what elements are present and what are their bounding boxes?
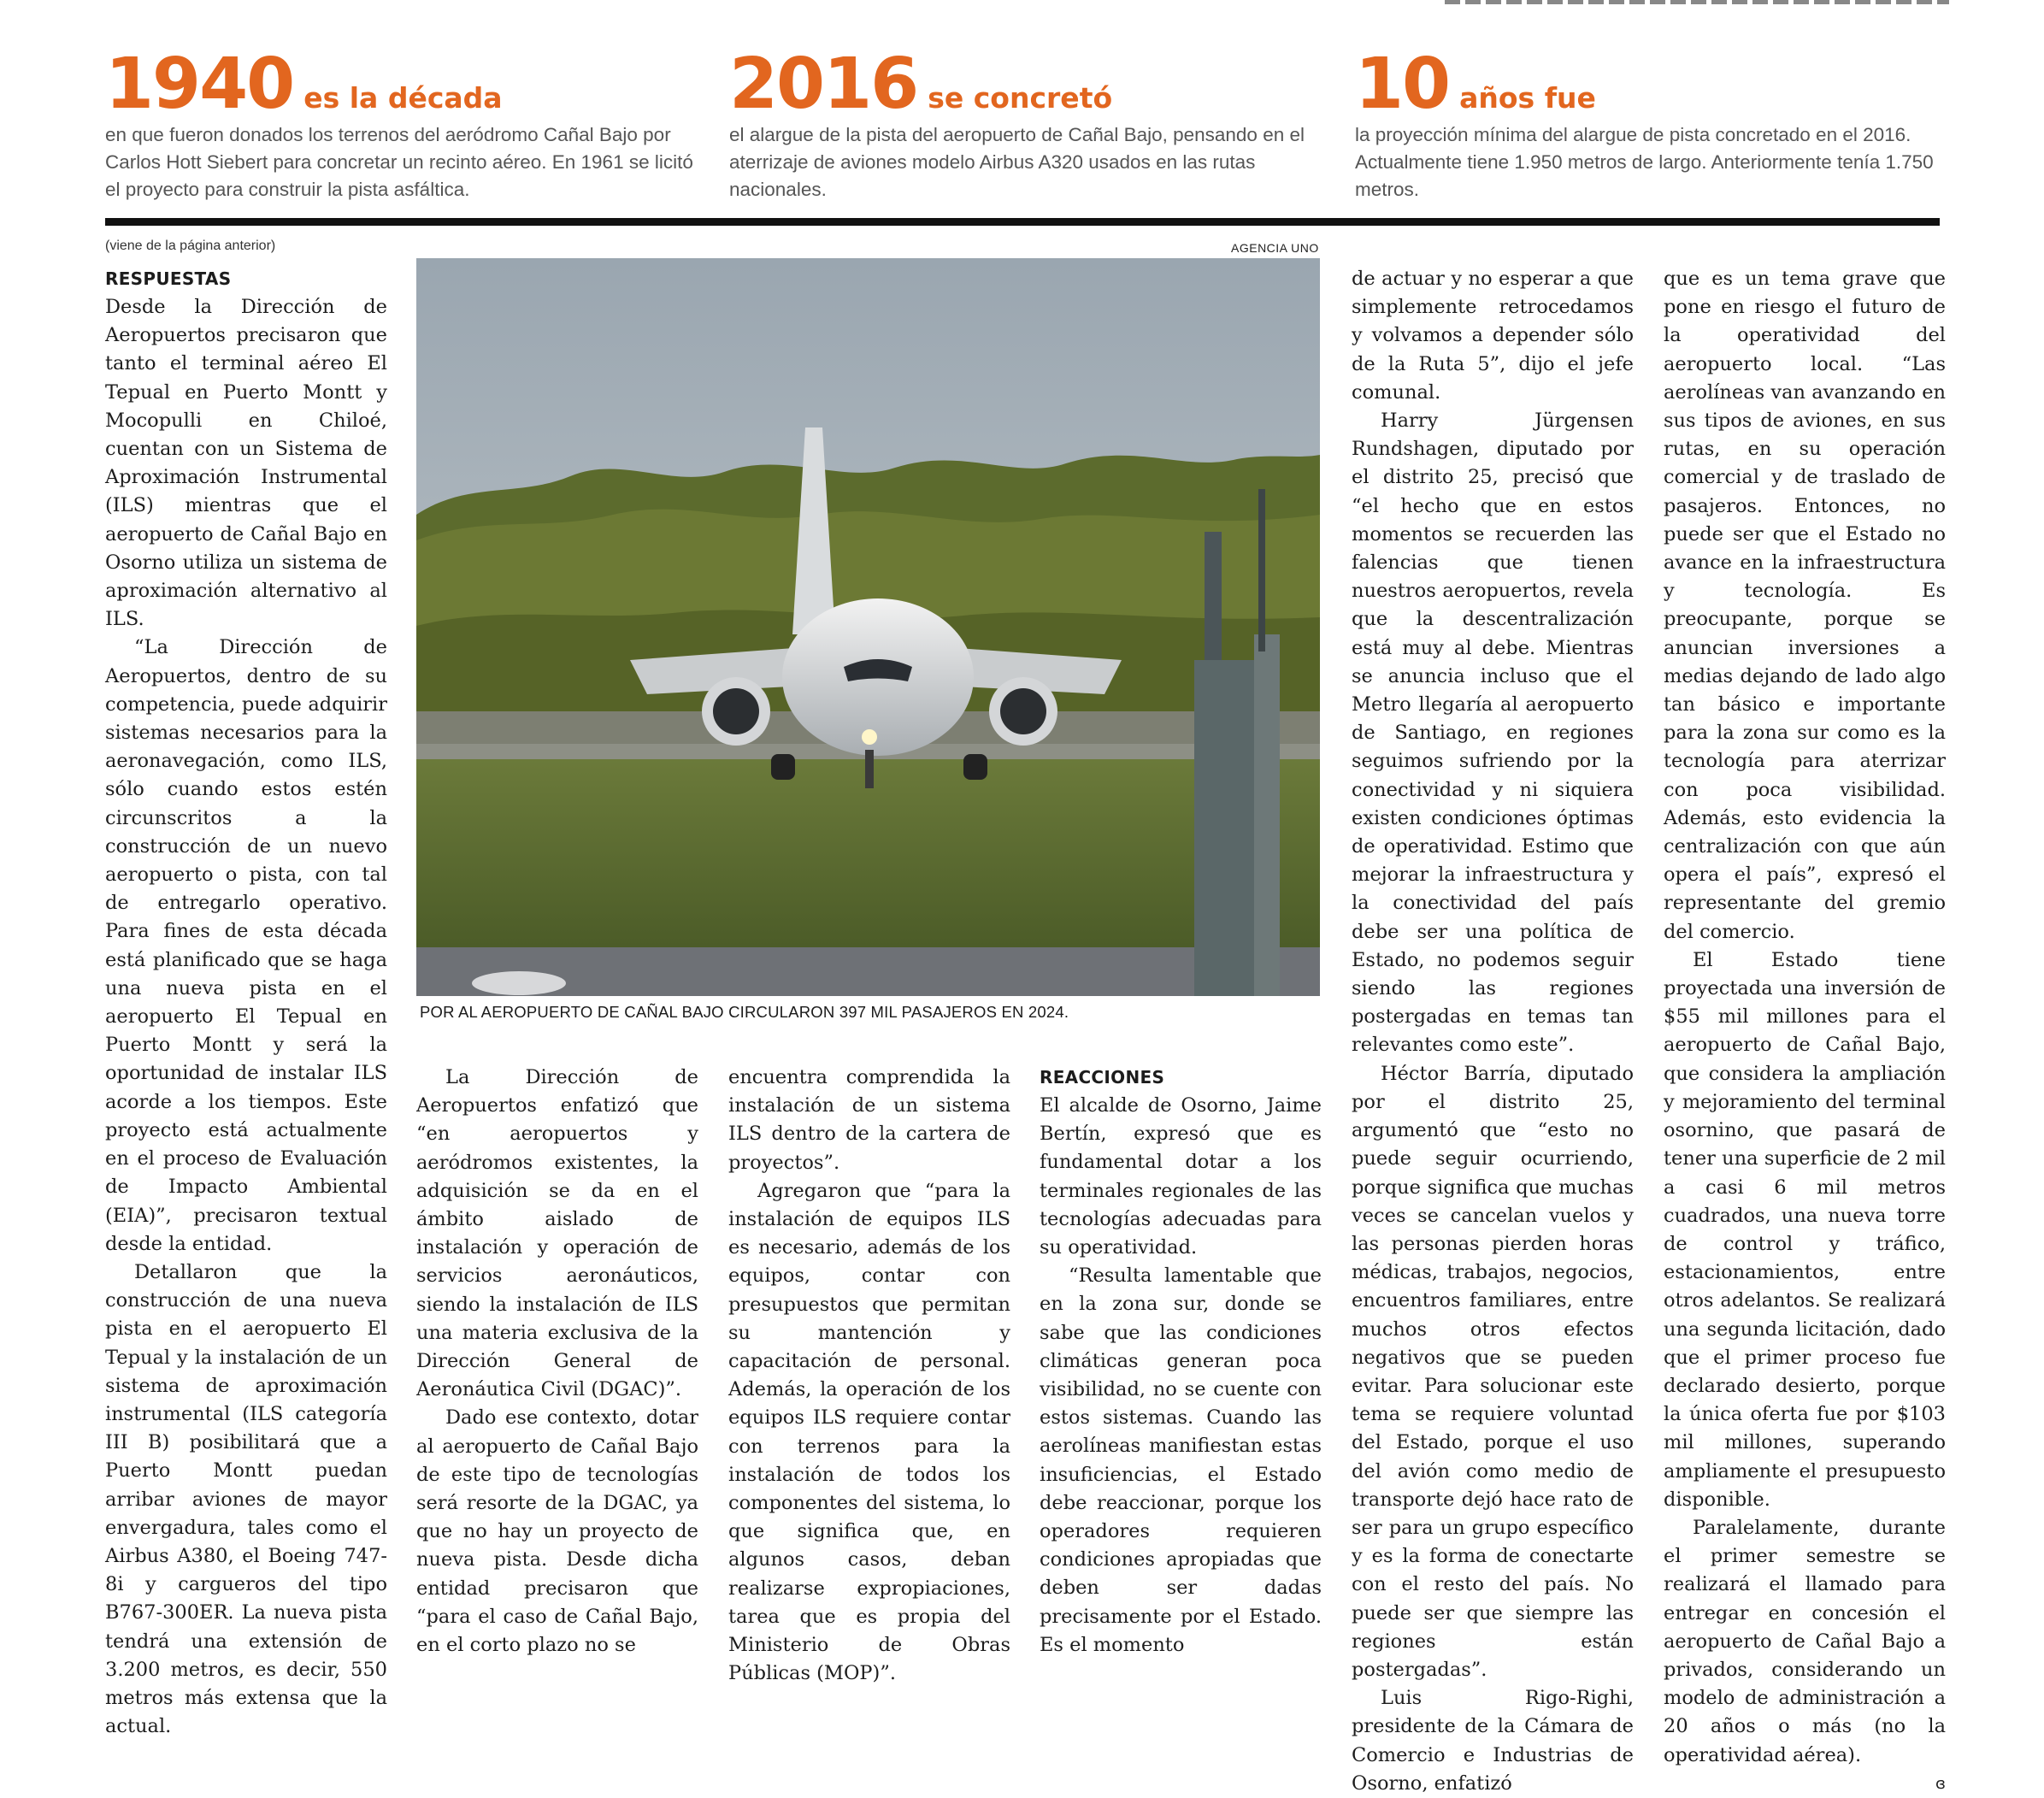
fact-number: 10 <box>1355 44 1450 125</box>
section-heading: REACCIONES <box>1040 1067 1165 1088</box>
fact-lead: se concretó <box>928 81 1113 115</box>
photo-caption: POR AL AEROPUERTO DE CAÑAL BAJO CIRCULARON 397 MIL PASAJEROS EN 2024. <box>420 1003 1069 1021</box>
continued-note: (viene de la página anterior) <box>105 239 276 253</box>
fact-description: en que fueron donados los terrenos del aeródromo Cañal Bajo por Carlos Hott Siebert para concretar un recinto aéreo. En 1961 se licitó el proyecto para construir la pista asfáltica. <box>105 124 693 200</box>
paragraph: encuentra comprendida la instalación de un sistema ILS dentro de la cartera de proyectos”. <box>728 1066 1010 1174</box>
fact-lead: años fue <box>1459 81 1596 115</box>
fact-number: 2016 <box>729 44 918 125</box>
end-mark-icon: ɞ <box>1935 1774 1946 1793</box>
paragraph: Desde la Dirección de Aeropuertos precisaron que tanto el terminal aéreo El Tepual en Puerto Montt y Mocopulli en Chiloé, cuentan con un Sistema de Aproximación Instrumental (ILS) mientras que el aeropuerto de Cañal Bajo en Osorno utiliza un sistema de aproximación alternativo al ILS. <box>105 296 387 631</box>
paragraph: Harry Jürgensen Rundshagen, diputado por el distrito 25, precisó que “el hecho que en estos momentos se recuerden las falencias que tienen nuestros aeropuertos, revela que la descentralización está muy al debe. Mientras se anuncia incluso que el Metro llegaría al aeropuerto de Santiago, en regiones seguimos sufriendo por la conectividad y ni siquiera existen condiciones óptimas de operatividad. Estimo que mejorar la infraestructura y la conectividad del país debe ser una política de Estado, no podemos seguir siendo las regiones postergadas en temas tan relevantes como este”. <box>1352 410 1634 1057</box>
paragraph: “La Dirección de Aeropuertos, dentro de su competencia, puede adquirir sistemas necesarios para la aeronavegación, como ILS, sólo cuando estos estén circunscritos a la construcción de un nuevo aeropuerto o pista, con tal de entregarlo operativo. Para fines de esta década está planificado que se haga una nueva pista en el aeropuerto El Tepual en Puerto Montt y será la oportunidad de instalar ILS acorde a los tiempos. Este proyecto está actualmente en el proceso de Evaluación de Impacto Ambiental (EIA)”, precisaron textual desde la entidad. <box>105 636 387 1255</box>
section-heading: RESPUESTAS <box>105 268 232 289</box>
paragraph: Agregaron que “para la instalación de equipos ILS es necesario, además de los equipos, contar con presupuestos que permitan su mantención y capacitación de personal. Además, la operación de los equipos ILS requiere contar con terrenos para la instalación de todos los componentes del sistema, lo que significa que, en algunos casos, deban realizarse expropiaciones, tarea que es propia del Ministerio de Obras Públicas (MOP)”. <box>728 1179 1010 1685</box>
fact-description: el alargue de la pista del aeropuerto de Cañal Bajo, pensando en el aterrizaje de aviones modelo Airbus A320 usados en las rutas nacionales. <box>729 124 1305 200</box>
paragraph: Héctor Barría, diputado por el distrito 25, argumentó que “esto no puede seguir ocurriendo, porque significa que muchas veces se cancelan vuelos y las personas pierden horas médicas, trabajos, negocios, encuentros familiares, entre muchos otros efectos negativos que se pueden evitar. Para solucionar este tema se requiere voluntad del Estado, porque el uso del avión como medio de transporte dejó hace rato de ser para un grupo específico y es la forma de conectarte con el resto del país. No puede ser que siempre las regiones están postergadas”. <box>1352 1062 1634 1681</box>
paragraph: El alcalde de Osorno, Jaime Bertín, expresó que es fundamental dotar a los terminales regionales de las tecnologías adecuadas para su operatividad. <box>1040 1094 1322 1259</box>
top-edge <box>0 0 2044 7</box>
column-6 <box>1664 265 1946 1798</box>
airplane-illustration <box>416 258 1320 996</box>
airplane-photo <box>416 258 1320 996</box>
fact-number: 1940 <box>105 44 294 125</box>
column-5 <box>1352 265 1634 1798</box>
paragraph: Dado ese contexto, dotar al aeropuerto de Cañal Bajo de este tipo de tecnologías será resorte de la DGAC, ya que no hay un proyecto de nueva pista. Desde dicha entidad precisaron que “para el caso de Cañal Bajo, en el corto plazo no se <box>416 1406 698 1657</box>
column-3 <box>728 1064 1010 1688</box>
column-1 <box>105 265 387 1741</box>
column-4 <box>1040 1064 1322 1659</box>
paragraph: Detallaron que la construcción de una nueva pista en el aeropuerto El Tepual y la instalación de un sistema de aproximación instrumental (ILS categoría III B) posibilitará que a Puerto Montt puedan arribar aviones de mayor envergadura, tales como el Airbus A380, el Boeing 747-8i y cargueros del tipo B767-300ER. La nueva pista tendrá una extensión de 3.200 metros, es decir, 550 metros más extensa que la actual. <box>105 1260 387 1738</box>
paragraph: de actuar y no esperar a que simplemente retrocedamos y volvamos a depender sólo de la Ruta 5”, dijo el jefe comunal. <box>1352 268 1634 404</box>
fact-10 <box>1355 44 1945 203</box>
fact-1940 <box>105 44 695 203</box>
fact-2016 <box>729 44 1319 203</box>
section-rule <box>105 218 1940 226</box>
column-2 <box>416 1064 698 1659</box>
fact-description: la proyección mínima del alargue de pista concretado en el 2016. Actualmente tiene 1.950 metros de largo. Anteriormente tenía 1.750 metros. <box>1355 124 1934 200</box>
fact-lead: es la década <box>303 81 503 115</box>
paragraph: El Estado tiene proyectada una inversión de $55 mil millones para el aeropuerto de Cañal Bajo, que considera la ampliación y mejoramiento del terminal osornino, que pasará de tener una superficie de 2 mil a casi 6 mil metros cuadrados, una nueva torre de control y tráfico, estacionamientos, entre otros adelantos. Se realizará una segunda licitación, dado que el primer proceso fue declarado desierto, porque la única oferta fue por $103 mil millones, superando ampliamente el presupuesto disponible. <box>1664 948 1946 1511</box>
paragraph: “Resulta lamentable que en la zona sur, donde se sabe que las condiciones climáticas generan poca visibilidad, no se cuente con estos sistemas. Cuando las aerolíneas manifiestan estas insuficiencias, el Estado debe reaccionar, porque los operadores requieren condiciones apropiadas que deben ser dadas precisamente por el Estado. Es el momento <box>1040 1264 1322 1656</box>
photo-credit: AGENCIA UNO <box>1231 241 1319 255</box>
cropped-header-text <box>1445 0 1949 4</box>
paragraph: La Dirección de Aeropuertos enfatizó que “en aeropuertos y aeródromos existentes, la adquisición se da en el ámbito aislado de instalación y operación de servicios aeronáuticos, siendo la instalación de ILS una materia exclusiva de la Dirección General de Aeronáutica Civil (DGAC)”. <box>416 1066 698 1401</box>
paragraph: Luis Rigo-Righi, presidente de la Cámara de Comercio e Industrias de Osorno, enfatizó <box>1352 1687 1634 1795</box>
paragraph: que es un tema grave que pone en riesgo el futuro de la operatividad del aeropuerto local. “Las aerolíneas van avanzando en sus tipos de aviones, en sus rutas, en su operación comercial y de traslado de pasajeros. Entonces, no puede ser que el Estado no avance en la infraestructura y tecnología. Es preocupante, porque se anuncian inversiones a medias dejando de lado algo tan básico e importante para la zona sur como es la tecnología para aterrizar con poca visibilidad. Además, esto evidencia la centralización con que aún opera el país”, expresó el representante del gremio del comercio. <box>1664 268 1946 943</box>
paragraph: Paralelamente, durante el primer semestre se realizará el llamado para entregar en concesión el aeropuerto de Cañal Bajo a privados, considerando un modelo de administración a 20 años o más (no la operatividad aérea). <box>1664 1516 1946 1766</box>
